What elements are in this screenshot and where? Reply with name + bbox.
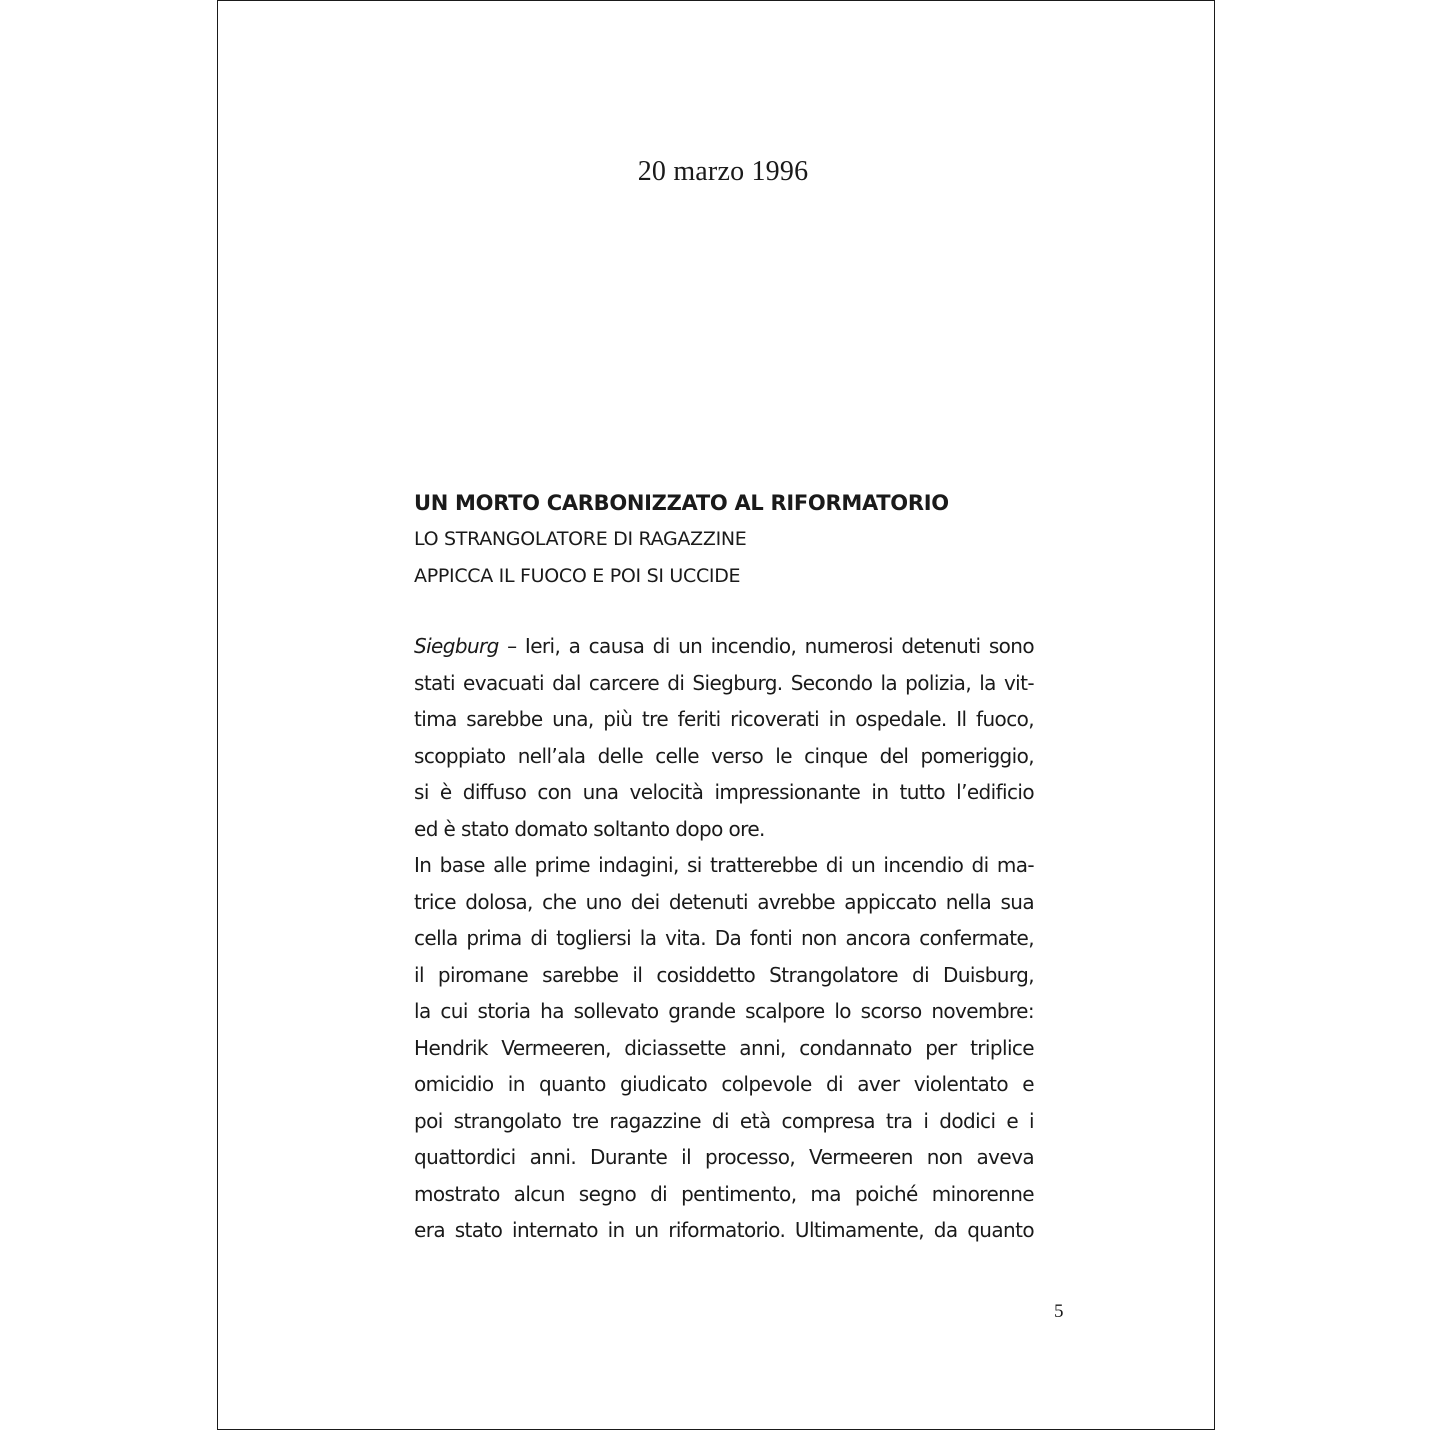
body-line: In base alle prime indagini, si tratterebbe di un incendio di ma- (414, 853, 1034, 877)
article-subheadline-line: APPICCA IL FUOCO E POI SI UCCIDE (414, 565, 741, 587)
body-line: stati evacuati dal carcere di Siegburg. Secondo la polizia, la vit- (414, 670, 1034, 695)
book-page (217, 0, 1215, 1430)
body-line: cella prima di togliersi la vita. Da fonti non ancora confermate, (414, 926, 1034, 950)
body-line: Hendrik Vermeeren, diciassette anni, condannato per triplice (414, 1035, 1034, 1060)
body-line: ed è stato domato soltanto dopo ore. (414, 816, 765, 841)
chapter-date: 20 marzo 1996 (637, 156, 809, 187)
body-line: poi strangolato tre ragazzine di età compresa tra i dodici e i (414, 1108, 1034, 1133)
body-line: trice dolosa, che uno dei detenuti avrebbe appiccato nella sua (414, 889, 1034, 914)
body-line: la cui storia ha sollevato grande scalpore lo scorso novembre: (414, 999, 1034, 1023)
body-line: mostrato alcun segno di pentimento, ma poiché minorenne (414, 1181, 1034, 1206)
body-line (414, 628, 1034, 665)
body-line: quattordici anni. Durante il processo, Vermeeren non aveva (414, 1145, 1034, 1169)
article-headline: UN MORTO CARBONIZZATO AL RIFORMATORIO (414, 491, 949, 515)
news-article (414, 485, 1034, 1249)
article-subheadline-line: LO STRANGOLATORE DI RAGAZZINE (414, 528, 747, 550)
body-line: il piromane sarebbe il cosiddetto Strangolatore di Duisburg, (414, 962, 1034, 987)
body-line: si è diffuso con una velocità impressionante in tutto l’edificio (414, 780, 1034, 804)
article-body (414, 628, 1034, 1249)
body-line: tima sarebbe una, più tre feriti ricoverati in ospedale. Il fuoco, (414, 707, 1034, 731)
article-dateline: Siegburg (414, 634, 499, 658)
page-number: 5 (1054, 1301, 1064, 1322)
body-line: scoppiato nell’ala delle celle verso le cinque del pomeriggio, (414, 743, 1034, 768)
body-line-text: – Ieri, a causa di un incendio, numerosi detenuti sono (498, 634, 1034, 658)
body-line: era stato internato in un riformatorio. Ultimamente, da quanto (414, 1218, 1034, 1242)
body-line: omicidio in quanto giudicato colpevole di aver violentato e (414, 1072, 1034, 1096)
